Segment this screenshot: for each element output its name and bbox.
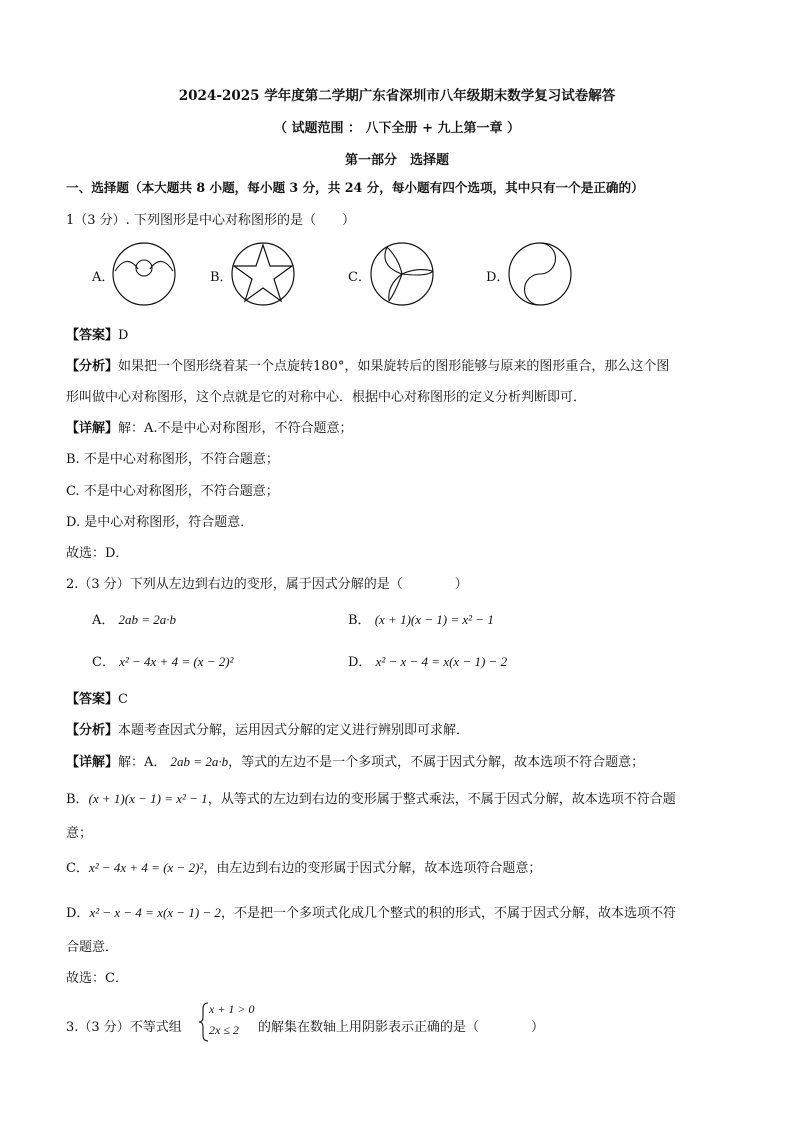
detail-d: D. 是中心对称图形，符合题意． <box>66 515 254 530</box>
question-1-stem: 1（3 分）. 下列图形是中心对称图形的是（ ） <box>66 213 355 228</box>
q2-option-d <box>348 651 507 670</box>
answer-value: D <box>118 328 129 343</box>
test-scope: （ 试题范围 ： 八下全册 + 九上第一章 ） <box>273 121 521 136</box>
q2-option-b-label: B． <box>348 613 371 628</box>
q2-option-a <box>92 609 176 628</box>
part-heading: 第一部分 选择题 <box>344 153 449 168</box>
detail-formula: 2ab = 2a·b <box>170 754 229 769</box>
detail-formula: (x + 1)(x − 1) = x² − 1 <box>88 791 208 806</box>
question-1-analysis-line2: 形叫做中心对称图形，这个点就是它的对称中心．根据中心对称图形的定义分析判断即可． <box>66 390 587 405</box>
q2-option-c-label: C． <box>92 655 115 670</box>
q2-option-c-formula: x² − 4x + 4 = (x − 2)² <box>119 654 234 669</box>
question-1-analysis <box>66 355 669 374</box>
question-3-stem-post: 的解集在数轴上用阴影表示正确的是（ ） <box>258 1020 545 1035</box>
detail-formula: x² − x − 4 = x(x − 1) − 2 <box>89 905 221 920</box>
option-c-label: C． <box>348 270 371 285</box>
detail-c: C. 不是中心对称图形，不符合题意； <box>66 484 279 499</box>
question-2-analysis <box>66 719 469 738</box>
analysis-text: 如果把一个图形绕着某一个点旋转180°，如果旋转后的图形能够与原来的图形重合，那么这个图 <box>118 359 670 374</box>
q2-option-d-formula: x² − x − 4 = x(x − 1) − 2 <box>375 654 508 669</box>
question-3-stem-pre: 3.（3 分）不等式组 <box>66 1020 182 1035</box>
question-1-answer <box>66 324 128 343</box>
detail-text: ，等式的左边不是一个多项式，不属于因式分解，故本选项不符合题意； <box>228 755 645 770</box>
answer-label: 【答案】 <box>66 328 119 343</box>
option-b-label: B． <box>210 270 233 285</box>
detail-prefix: D． <box>66 906 90 921</box>
circle-with-arcs-figure <box>111 241 177 307</box>
q2-detail-b <box>66 788 676 807</box>
q2-detail-b-line2: 意； <box>66 826 93 841</box>
inequality-2: 2x ≤ 2 <box>209 1023 239 1037</box>
detail-text: ，不是把一个多项式化成几个整式的积的形式，不属于因式分解，故本选项不符 <box>220 906 676 921</box>
question-2-answer <box>66 688 128 707</box>
q2-option-b <box>348 609 494 628</box>
option-a-label: A． <box>92 270 115 285</box>
question-1-choice: 故选：D． <box>66 546 129 561</box>
q2-option-d-label: D． <box>348 655 372 670</box>
detail-a: 解：A.不是中心对称图形，不符合题意； <box>118 421 353 436</box>
q2-detail-d-line2: 合题意． <box>66 940 119 955</box>
q2-option-b-formula: (x + 1)(x − 1) = x² − 1 <box>374 612 494 627</box>
star-in-circle-figure <box>230 241 296 307</box>
detail-text: ，从等式的左边到右边的变形属于整式乘法，不属于因式分解，故本选项不符合题 <box>207 792 676 807</box>
inequality-system <box>199 1002 259 1042</box>
analysis-label: 【分析】 <box>66 359 119 374</box>
three-petal-circle-figure <box>369 241 435 307</box>
detail-b: B. 不是中心对称图形，不符合题意； <box>66 452 279 467</box>
left-brace-icon <box>199 1002 209 1042</box>
answer-label: 【答案】 <box>66 692 119 707</box>
detail-prefix: C． <box>66 861 89 876</box>
detail-prefix: B． <box>66 792 89 807</box>
question-2-stem: 2.（3 分）下列从左边到右边的变形，属于因式分解的是（ ） <box>66 577 468 592</box>
section-heading: 一、选择题（本大题共 8 小题，每小题 3 分，共 24 分，每小题有四个选项，其中只有一个是正确的） <box>66 180 644 195</box>
q2-option-c <box>92 651 233 670</box>
q2-detail-c <box>66 857 541 876</box>
detail-text: ，由左边到右边的变形属于因式分解，故本选项符合题意； <box>203 861 542 876</box>
q2-option-a-label: A． <box>92 613 115 628</box>
question-1-detail <box>66 417 353 436</box>
page-title: 2024-2025 学年度第二学期广东省深圳市八年级期末数学复习试卷解答 <box>178 88 616 104</box>
detail-label: 【详解】 <box>66 755 119 770</box>
inequality-1: x + 1 > 0 <box>209 1002 255 1016</box>
option-d-label: D． <box>486 270 510 285</box>
q2-detail-d <box>66 902 676 921</box>
q2-option-a-formula: 2ab = 2a·b <box>118 612 177 627</box>
analysis-label: 【分析】 <box>66 723 119 738</box>
q2-detail-a <box>66 751 644 770</box>
answer-value: C <box>118 692 128 707</box>
question-2-choice: 故选：C． <box>66 971 128 986</box>
yin-yang-figure <box>507 241 573 307</box>
detail-formula: x² − 4x + 4 = (x − 2)² <box>88 860 204 875</box>
analysis-text: 本题考查因式分解，运用因式分解的定义进行辨别即可求解． <box>118 723 470 738</box>
detail-prefix: 解：A． <box>118 755 167 770</box>
detail-label: 【详解】 <box>66 421 119 436</box>
